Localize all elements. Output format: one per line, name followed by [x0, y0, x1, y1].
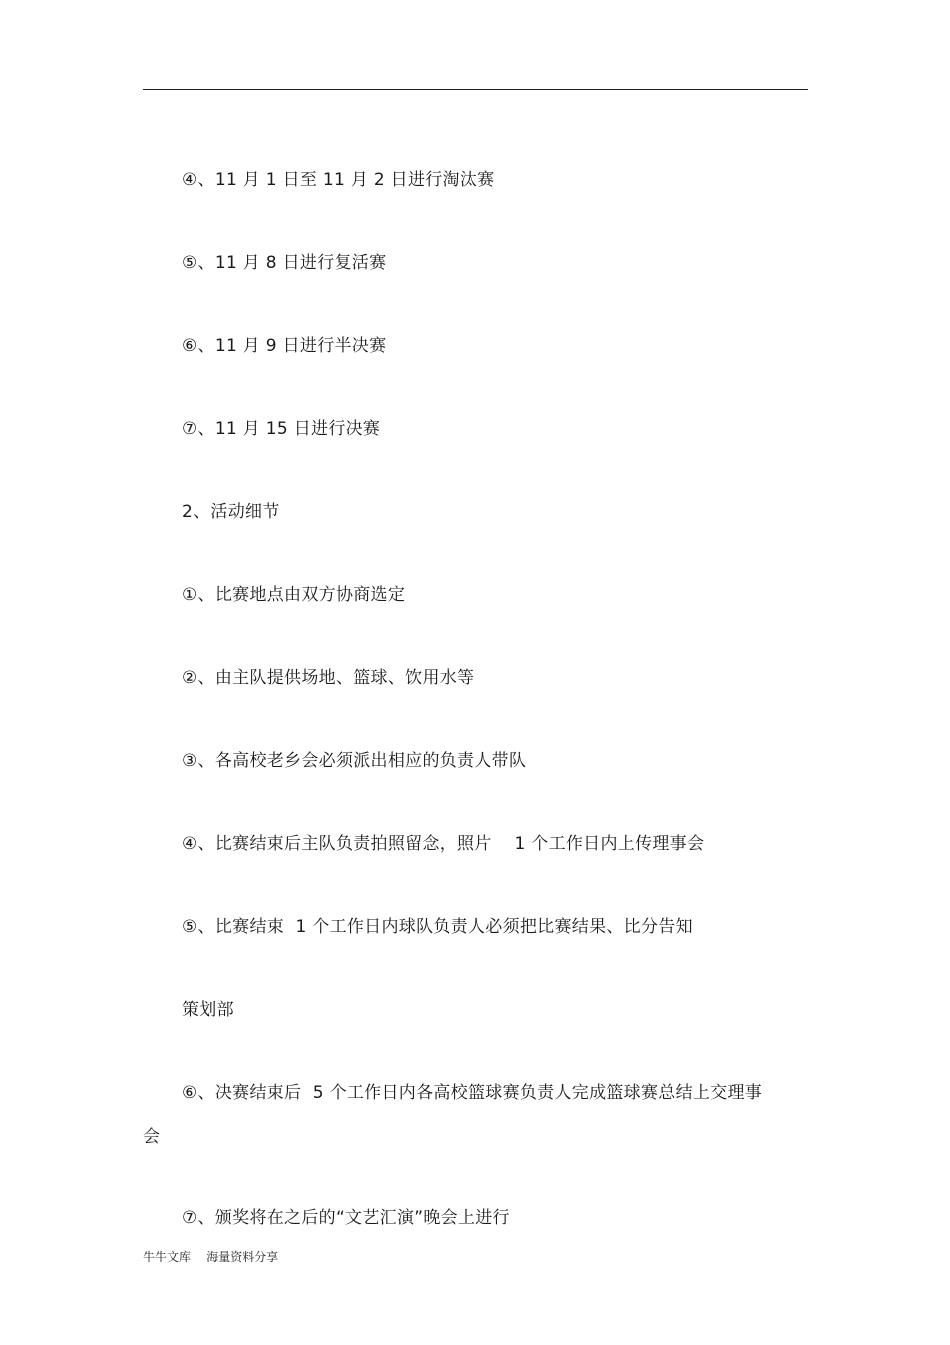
detail-item-4: ④、比赛结束后主队负责拍照留念，照片 1 个工作日内上传理事会: [182, 834, 705, 854]
section-heading: 2、活动细节: [182, 502, 280, 522]
detail-item-6: ⑥、决赛结束后 5 个工作日内各高校篮球赛负责人完成篮球赛总结上交理事: [182, 1083, 763, 1103]
schedule-item-6: ⑥、11 月 9 日进行半决赛: [182, 336, 387, 356]
detail-item-6-continued: 会: [143, 1127, 161, 1147]
detail-item-1: ①、比赛地点由双方协商选定: [182, 585, 406, 605]
detail-item-5-continued: 策划部: [182, 1000, 234, 1020]
detail-item-7: ⑦、颁奖将在之后的“文艺汇演”晚会上进行: [182, 1208, 510, 1228]
schedule-item-5: ⑤、11 月 8 日进行复活赛: [182, 253, 387, 273]
detail-item-2: ②、由主队提供场地、篮球、饮用水等: [182, 668, 475, 688]
footer-text: 牛牛文库 海量资料分享: [143, 1250, 279, 1264]
detail-item-5: ⑤、比赛结束 1 个工作日内球队负责人必须把比赛结果、比分告知: [182, 917, 693, 937]
schedule-item-7: ⑦、11 月 15 日进行决赛: [182, 419, 381, 439]
detail-item-3: ③、各高校老乡会必须派出相应的负责人带队: [182, 751, 527, 771]
schedule-item-4: ④、11 月 1 日至 11 月 2 日进行淘汰赛: [182, 170, 495, 190]
header-rule: [143, 89, 808, 90]
